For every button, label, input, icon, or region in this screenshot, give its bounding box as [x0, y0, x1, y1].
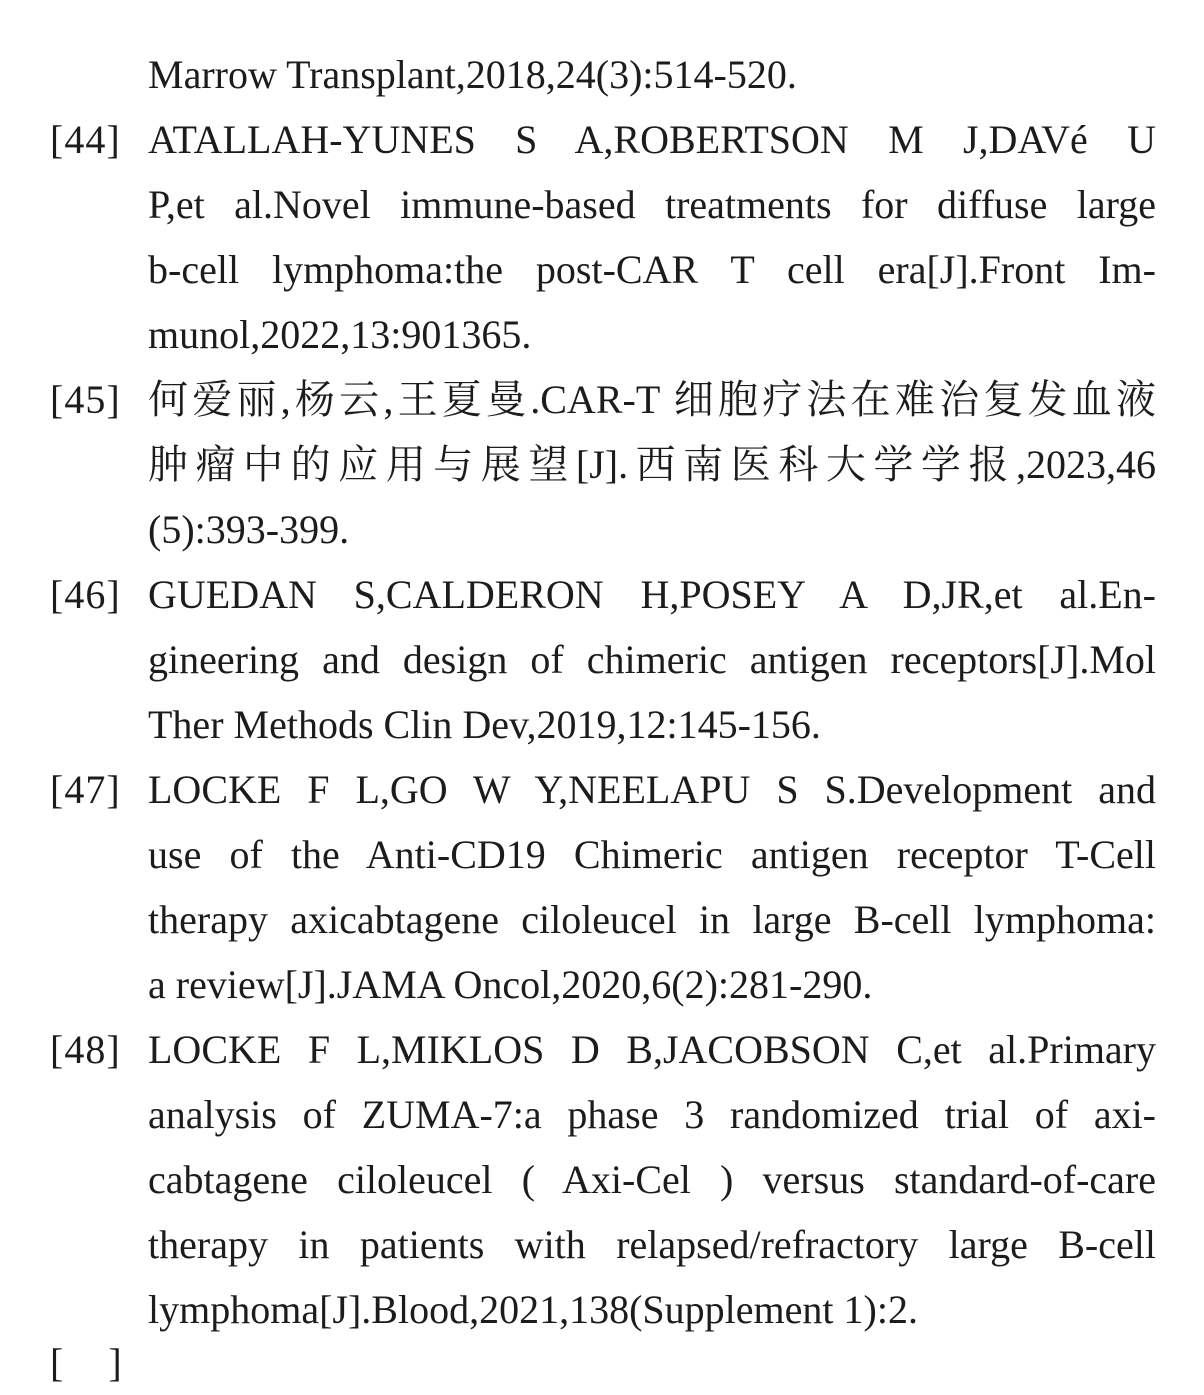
reference-line: LOCKE F L,MIKLOS D B,JACOBSON C,et al.Primary	[148, 1027, 1156, 1072]
reference-line: a review[J].JAMA Oncol,2020,6(2):281-290.	[148, 962, 873, 1007]
reference-line: use of the Anti-CD19 Chimeric antigen receptor T-Cell	[148, 832, 1156, 877]
reference-line: Ther Methods Clin Dev,2019,12:145-156.	[148, 702, 821, 747]
reference-line: ATALLAH-YUNES S A,ROBERTSON M J,DAVé U	[148, 117, 1156, 162]
reference-text	[148, 367, 1156, 562]
reference-line: therapy axicabtagene ciloleucel in large B-cell lymphoma:	[148, 897, 1156, 942]
close-bracket-glyph: ]	[108, 1340, 123, 1385]
reference-line: gineering and design of chimeric antigen receptors[J].Mol	[148, 637, 1156, 682]
reference-number: [46]	[50, 572, 121, 617]
open-bracket-glyph: [	[50, 1340, 65, 1385]
reference-line: P,et al.Novel immune-based treatments for diffuse large	[148, 182, 1156, 227]
reference-entry	[50, 562, 1156, 757]
next-reference-number-clipped	[50, 1330, 148, 1395]
reference-number: [45]	[50, 377, 121, 422]
reference-line: analysis of ZUMA-7:a phase 3 randomized trial of axi-	[148, 1092, 1156, 1137]
reference-entry	[50, 757, 1156, 1017]
reference-entry	[50, 107, 1156, 367]
reference-text	[148, 1017, 1156, 1342]
reference-number: [44]	[50, 117, 121, 162]
reference-line: munol,2022,13:901365.	[148, 312, 532, 357]
reference-line: Marrow Transplant,2018,24(3):514-520.	[148, 52, 797, 97]
reference-line: cabtagene ciloleucel ( Axi-Cel ) versus standard-of-care	[148, 1157, 1156, 1202]
reference-text	[148, 107, 1156, 367]
reference-entry	[50, 42, 1156, 107]
reference-line: 肿瘤中的应用与展望[J].西南医科大学学报,2023,46	[148, 442, 1156, 487]
reference-line: GUEDAN S,CALDERON H,POSEY A D,JR,et al.En-	[148, 572, 1156, 617]
reference-entry	[50, 1017, 1156, 1342]
reference-text	[148, 562, 1156, 757]
reference-line: lymphoma[J].Blood,2021,138(Supplement 1):2.	[148, 1287, 918, 1332]
reference-line: (5):393-399.	[148, 507, 350, 552]
reference-line: 何爱丽,杨云,王夏曼.CAR-T 细胞疗法在难治复发血液	[148, 377, 1156, 422]
reference-number: [47]	[50, 767, 121, 812]
references-section	[50, 42, 1156, 1342]
reference-text	[148, 42, 1156, 107]
reference-number: [48]	[50, 1027, 121, 1072]
reference-line: LOCKE F L,GO W Y,NEELAPU S S.Development and	[148, 767, 1156, 812]
reference-line: b-cell lymphoma:the post-CAR T cell era[J].Front Im-	[148, 247, 1156, 292]
reference-line: therapy in patients with relapsed/refractory large B-cell	[148, 1222, 1156, 1267]
reference-text	[148, 757, 1156, 1017]
reference-entry	[50, 367, 1156, 562]
